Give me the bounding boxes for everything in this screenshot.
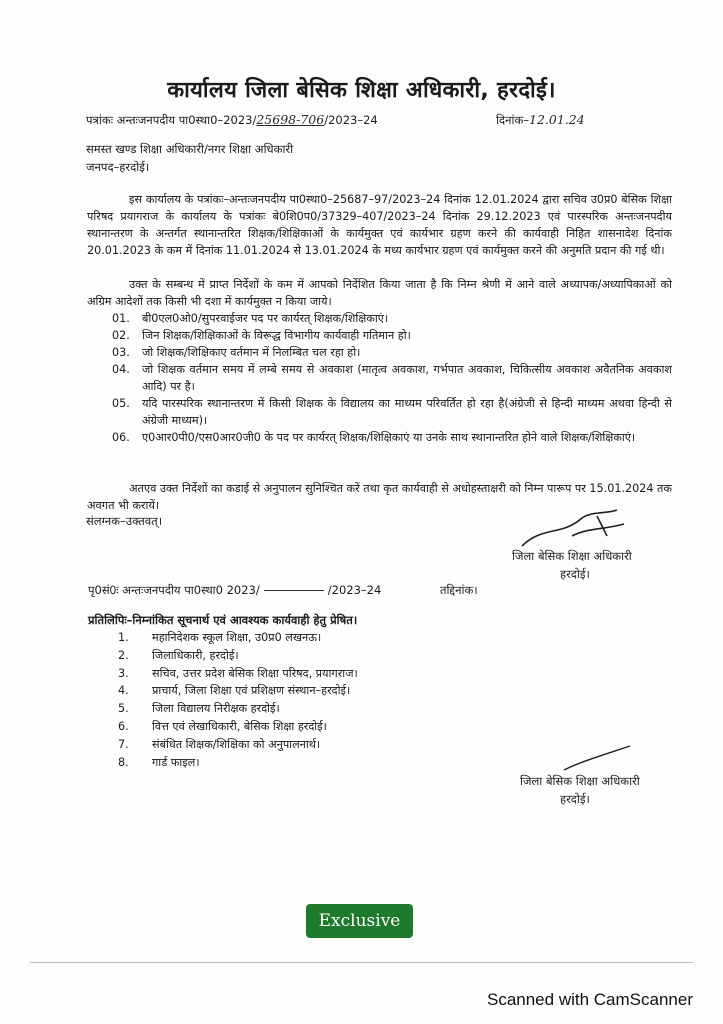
- endorsement-reference: पृ0सं0ः अन्तःजनपदीय पा0स्था0 2023/ /2023–24: [88, 583, 382, 597]
- list-item: 8. गार्ड फाइल।: [118, 755, 200, 769]
- exclusive-badge: Exclusive: [306, 904, 413, 938]
- instruction-list: [112, 310, 672, 446]
- signature-2-designation: जिला बेसिक शिक्षा अधिकारी: [520, 774, 640, 788]
- enclosure-note: संलग्नक–उक्तवत्।: [86, 514, 163, 528]
- date-handwritten: 12.01.24: [529, 112, 585, 127]
- camscanner-watermark: Scanned with CamScanner: [486, 990, 693, 1009]
- endorsement-date: तद्दिनांक।: [440, 583, 478, 597]
- signature-1-location: हरदोई।: [560, 567, 590, 581]
- ref-handwritten-number: 25698-706: [256, 112, 325, 127]
- list-item: 3. सचिव, उत्तर प्रदेश बेसिक शिक्षा परिषद, प्रयागराज।: [118, 666, 358, 680]
- list-item: 1. महानिदेशक स्कूल शिक्षा, उ0प्र0 लखनऊ।: [118, 631, 322, 644]
- body-paragraph-2: उक्त के सम्बन्ध में प्राप्त निर्देशों के कम में आपको निर्देशित किया जाता है कि निम्न श्रेणी में आने वाले अध्यापक/अध्यापिकाओं को अग्रिम आदेशों तक किसी भी दशा में कार्यमुक्त न किया जाये।: [87, 278, 672, 308]
- list-item: 03. जो शिक्षक/शिक्षिकाए वर्तमान में निलम्बित चल रहा हो।: [112, 346, 361, 359]
- list-item: 6. वित्त एवं लेखाधिकारी, बेसिक शिक्षा हरदोई।: [118, 719, 327, 733]
- letter-date: [496, 112, 585, 128]
- list-item: 01. बी0एल0ओ0/सुपरवाईजर पद पर कार्यरत् शिक्षक/शिक्षिकाएं।: [112, 312, 389, 325]
- signature-1-designation: जिला बेसिक शिक्षा अधिकारी: [512, 549, 632, 563]
- list-item: 2. जिलाधिकारी, हरदोई।: [118, 648, 239, 662]
- list-item: 04. जो शिक्षक वर्तमान समय में लम्बे समय से अवकाश (मातृत्व अवकाश, गर्भपात अवकाश, चिकित्सीय अवकाश अवैतनिक अवकाश आदि) पर है।: [112, 363, 672, 393]
- addressee-line-1: समस्त खण्ड शिक्षा अधिकारी/नगर शिक्षा अधिकारी: [86, 142, 294, 156]
- signature-scribble-2: [560, 744, 640, 774]
- ref-prefix: पत्रांकः अन्तःजनपदीय पा0स्था0–2023/: [86, 113, 257, 127]
- office-title: कार्यालय जिला बेसिक शिक्षा अधिकारी, हरदोई।: [167, 78, 556, 103]
- list-item: 02. जिन शिक्षक/शिक्षिकाओं के विरूद्ध विभागीय कार्यवाही गतिमान हो।: [112, 329, 411, 342]
- list-item: 4. प्राचार्य, जिला शिक्षा एवं प्रशिक्षण संस्थान–हरदोई।: [118, 684, 351, 698]
- ref-suffix: /2023–24: [324, 113, 378, 127]
- letter-reference: [86, 112, 378, 128]
- list-item: 05. यदि पारस्परिक स्थानान्तरण में किसी शिक्षक के विद्यालय का माध्यम परिवर्तित हो रहा है(अंग्रेजी से हिन्दी माध्यम अथवा हिन्दी से अंग्रेजी माध्यम)।: [112, 397, 672, 427]
- footer-divider: [30, 962, 693, 963]
- signature-2-location: हरदोई।: [560, 792, 590, 806]
- list-item: 7. संबंधित शिक्षक/शिक्षिका को अनुपालनार्थ।: [118, 737, 321, 751]
- copy-to-heading: प्रतिलिपिः–निम्नांकित सूचनार्थ एवं आवश्यक कार्यवाही हेतु प्रेषित।: [88, 613, 358, 627]
- copy-to-list: [118, 629, 358, 771]
- body-paragraph-1: इस कार्यालय के पत्रांकः–अन्तःजनपदीय पा0स्था0–25687–97/2023–24 दिनांक 12.01.2024 द्वारा सचिव उ0प्र0 बेसिक शिक्षा परिषद प्रयागराज के कार्यालय के पत्रांकः बे0शि0प0/37329–407/2023–24 दिनांक 29.12.2023 एवं पारस्परिक अन्तःजनपदीय स्थानान्तरण के अन्तर्गत स्थानान्तरित शिक्षक/शिक्षिकाओं के कार्यमुक्त एवं कार्यभार ग्रहण करने की कार्यवाही निहित शासनादेश दिनांक 20.01.2023 के कम में दिनांक 11.01.2024 से 13.01.2024 के मध्य कार्यभार ग्रहण एवं कार्यमुक्त करने की अनुमति प्रदान की गई थी।: [87, 193, 672, 257]
- date-label: दिनांक–: [496, 113, 530, 127]
- body-paragraph-3: अतएव उक्त निर्देशों का कडाई से अनुपालन सुनिश्चित करें तथा कृत कार्यवाही से अधोहस्ताक्षरी को निम्न पारूप पर 15.01.2024 तक अवगत भी करायें।: [87, 482, 672, 512]
- list-item: 5. जिला विद्यालय निरीक्षक हरदोई।: [118, 702, 280, 716]
- addressee-line-2: जनपद–हरदोई।: [86, 160, 150, 174]
- list-item: 06. ए0आर0पी0/एस0आर0जी0 के पद पर कार्यरत् शिक्षक/शिक्षिकाएं या उनके साथ स्थानान्तरित होने वाले शिक्षक/शिक्षिकाएं।: [112, 431, 636, 444]
